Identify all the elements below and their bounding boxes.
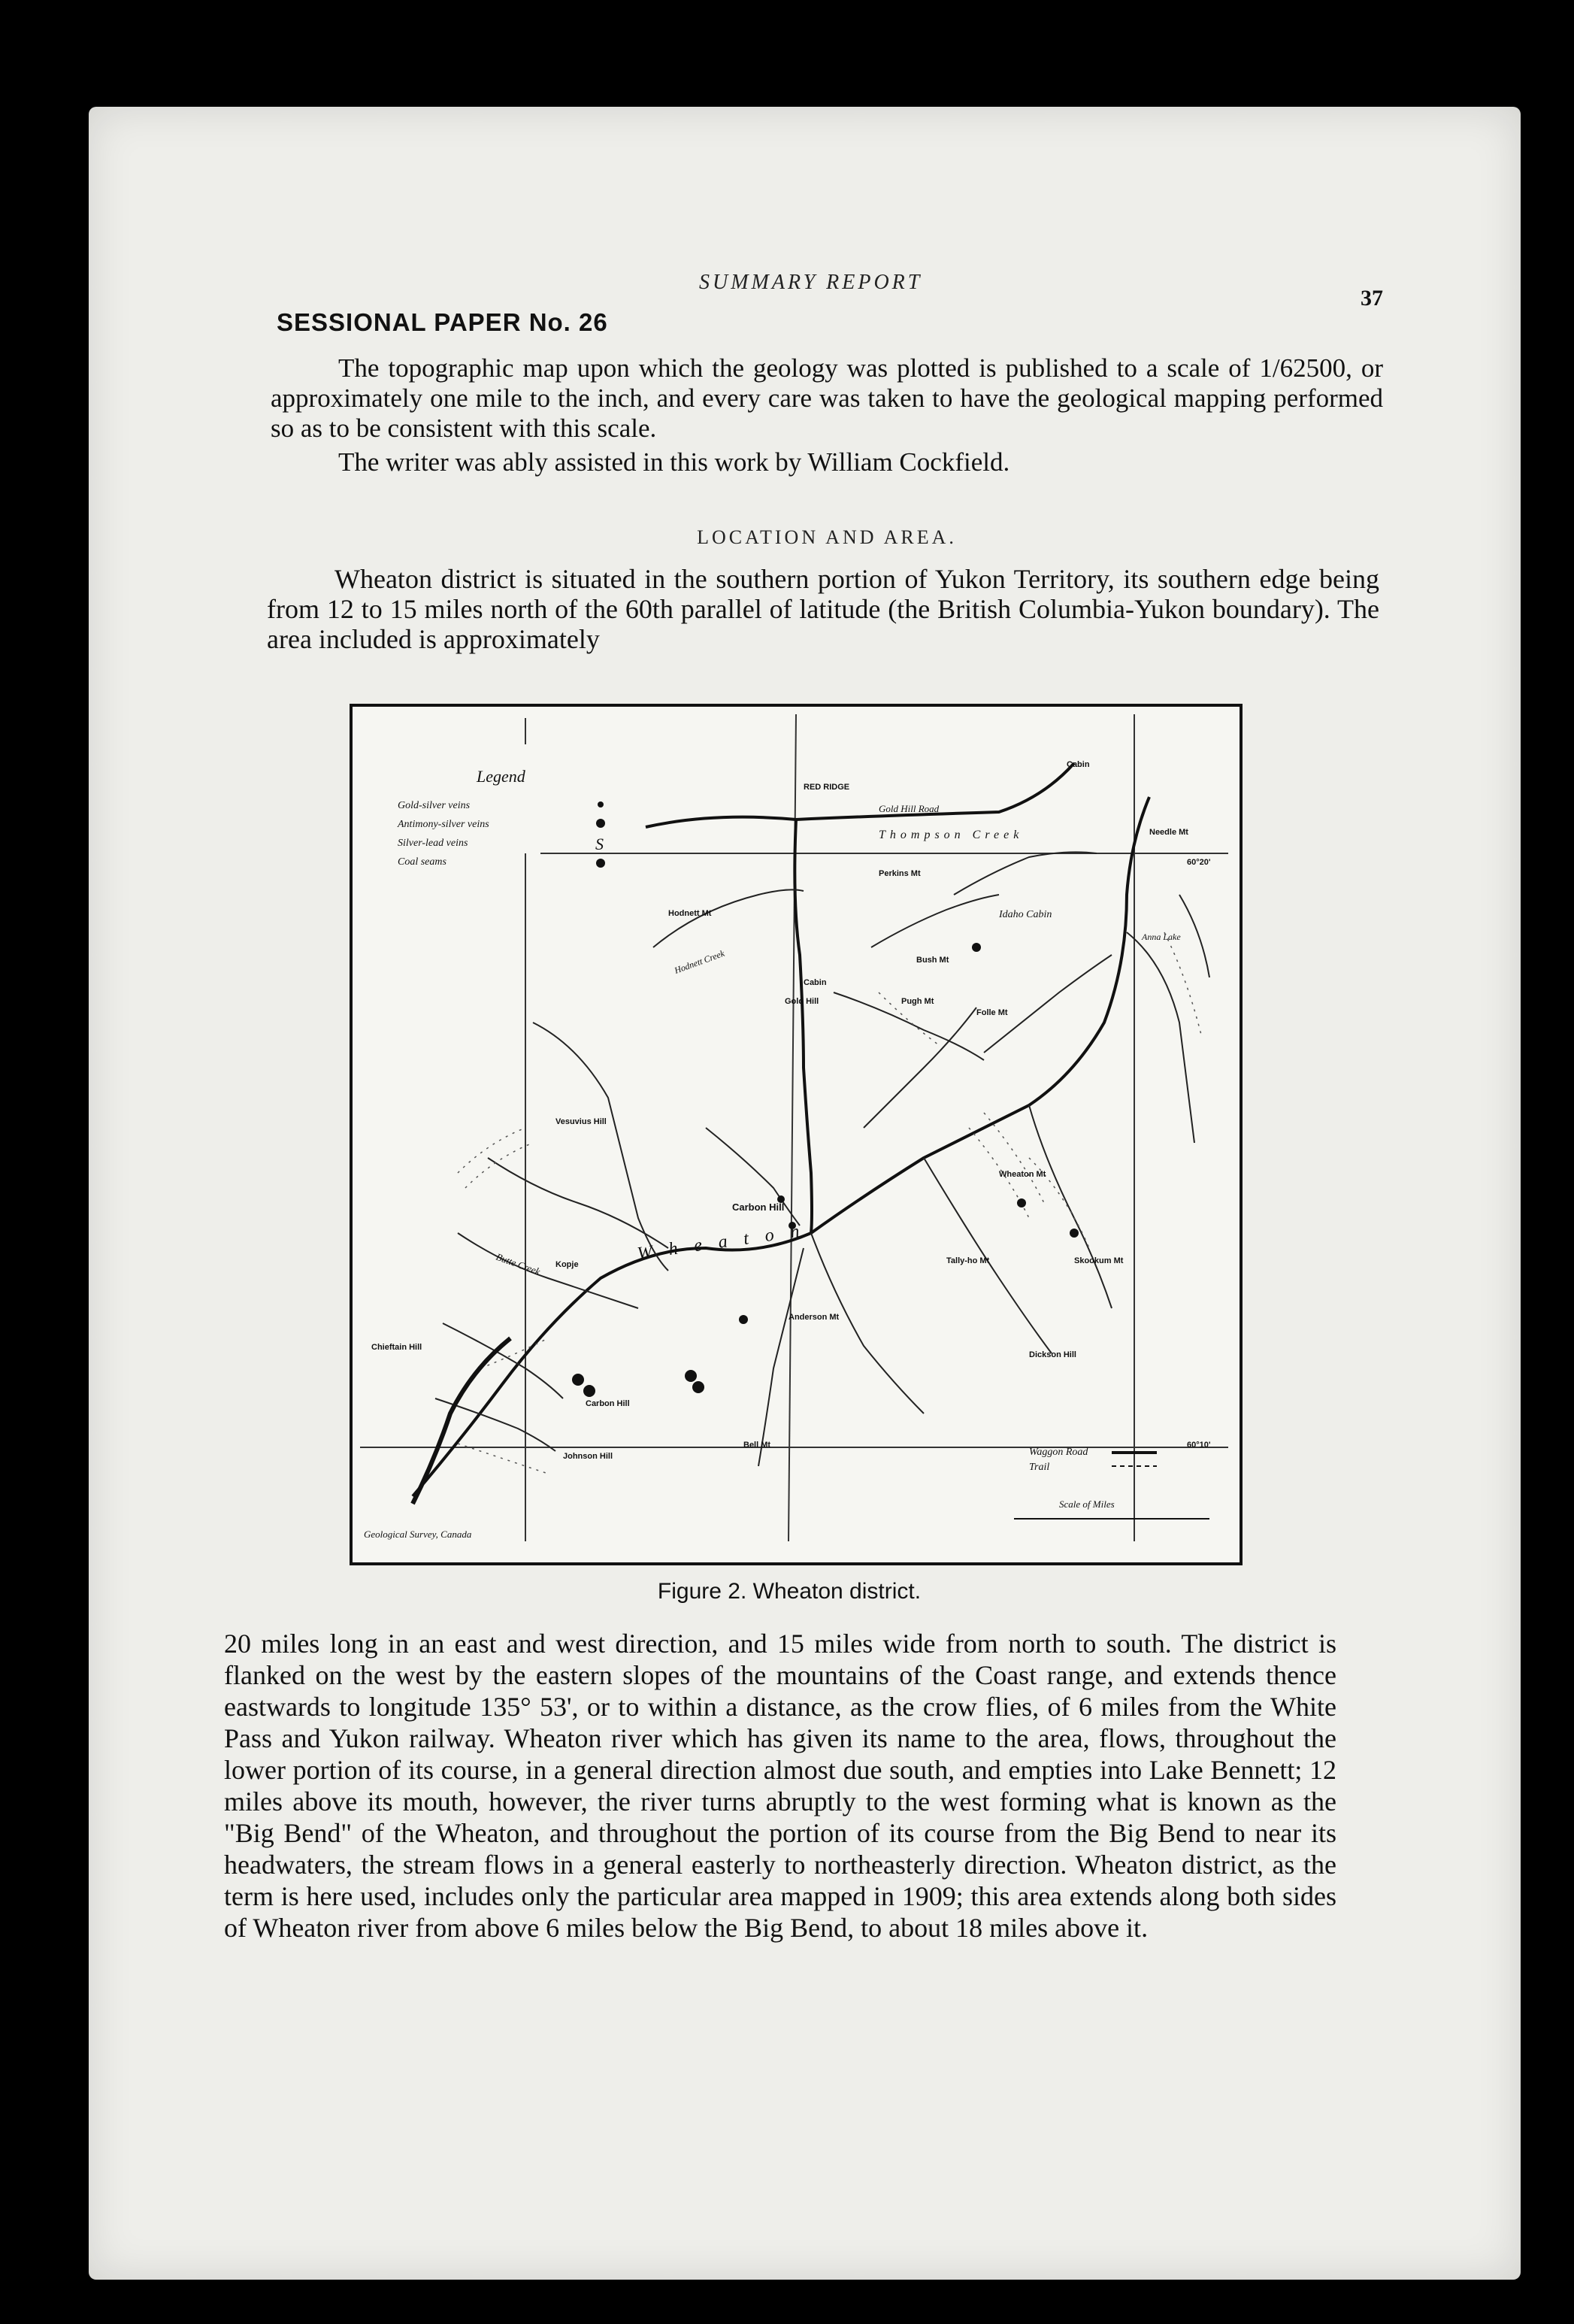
legend-symbol-gold-silver — [598, 801, 604, 807]
label-hodnett-creek: Hodnett Creek — [673, 947, 726, 976]
body-paragraph: 20 miles long in an east and west direction, and 15 miles wide from north to south. The district is flanked on the west by the eastern slopes of the mountains of the Coast range, and extends thence eastwards to longitude 135° 53', or to within a distance, as the crow flies, of 6 miles from the White Pass and Yukon railway. Wheaton river which has given its name to the area, flows, throughout the lower portion of its course, in a general direction almost due south, and empties into Lake Bennett; 12 miles above its mouth, however, the river turns abruptly to the west forming what is known as the "Big Bend" of the Wheaton, and throughout the portion of its course from the Big Bend to near its headwaters, the stream flows in a general easterly to northeasterly direction. Wheaton district, as the term is here used, includes only the particular area mapped in 1909; this area extends along both sides of Wheaton river from above 6 miles below the Big Bend, to about 18 miles above it. — [224, 1629, 1336, 1943]
coal-seam-symbol — [972, 943, 981, 952]
wheaton-district-map — [350, 704, 1243, 1565]
label-red-ridge: RED RIDGE — [804, 783, 850, 792]
map-slopes — [458, 932, 1202, 1474]
label-johnson-hill: Johnson Hill — [563, 1452, 613, 1461]
silver-lead-symbol — [685, 1370, 697, 1382]
page-number: 37 — [1361, 286, 1383, 311]
label-wheaton-river: Wheaton — [636, 1219, 817, 1264]
label-bell-mt: Bell Mt — [743, 1441, 771, 1450]
map-rivers — [413, 763, 1149, 1496]
antimony-symbol — [1070, 1229, 1079, 1238]
map-drawing — [353, 707, 1233, 1556]
section-paragraph: Wheaton district is situated in the southern portion of Yukon Territory, its southern edge being from 12 to 15 miles north of the 60th parallel of latitude (the British Columbia-Yukon boundary). The area included is approximately — [267, 564, 1379, 654]
sessional-paper-label: SESSIONAL PAPER No. 26 — [277, 308, 608, 336]
label-lat-north: 60°20' — [1187, 858, 1211, 867]
intro-paragraph-2: The writer was ably assisted in this work by William Cockfield. — [338, 447, 1010, 477]
legend-item-silver-lead: Silver-lead veins — [398, 838, 468, 849]
label-hodnett-mt: Hodnett Mt — [668, 909, 712, 918]
label-trail: Trail — [1029, 1462, 1050, 1473]
antimony-symbol — [1017, 1198, 1026, 1207]
section-heading: LOCATION AND AREA. — [697, 526, 957, 548]
legend-item-antimony-silver: Antimony-silver veins — [398, 819, 489, 830]
map-labels — [364, 760, 1211, 1540]
figure-caption: Figure 2. Wheaton district. — [657, 1579, 922, 1604]
silver-lead-symbol — [583, 1385, 595, 1397]
legend-item-gold-silver: Gold-silver veins — [398, 800, 471, 811]
label-bush-mt: Bush Mt — [916, 956, 949, 965]
map-legend — [397, 767, 605, 868]
map-streams — [435, 852, 1209, 1466]
label-wheaton-mt: Wheaton Mt — [999, 1170, 1046, 1179]
label-scale: Scale of Miles — [1059, 1498, 1115, 1510]
legend-symbol-antimony — [596, 819, 605, 828]
label-anna-lake: Anna Lake — [1142, 932, 1181, 942]
label-carbon-hill: Carbon Hill — [732, 1201, 785, 1213]
label-idaho-cabin: Idaho Cabin — [999, 909, 1052, 920]
label-skookum-mt: Skookum Mt — [1074, 1256, 1124, 1265]
label-gold-hill-road: Gold Hill Road — [879, 803, 940, 814]
label-kopje: Kopje — [555, 1260, 579, 1269]
legend-symbol-coal — [596, 859, 605, 868]
label-cabin-top: Cabin — [1067, 760, 1090, 769]
label-thompson-creek: Thompson Creek — [879, 829, 1024, 841]
running-head: SUMMARY REPORT — [699, 271, 923, 294]
label-gold-hill: Gold Hill — [785, 997, 819, 1006]
label-carbon-hill-sw: Carbon Hill — [586, 1399, 630, 1408]
label-cabin: Cabin — [804, 978, 827, 987]
legend-symbol-silver-lead: S — [595, 835, 604, 853]
legend-title: Legend — [477, 767, 525, 786]
label-survey-credit: Geological Survey, Canada — [364, 1529, 472, 1540]
label-perkins-mt: Perkins Mt — [879, 869, 921, 878]
label-chieftain-hill: Chieftain Hill — [371, 1343, 422, 1352]
label-needle-mt: Needle Mt — [1149, 828, 1188, 837]
label-vesuvius-hill: Vesuvius Hill — [555, 1117, 607, 1126]
label-dickson-hill: Dickson Hill — [1029, 1350, 1076, 1359]
label-tally-ho-mt: Tally-ho Mt — [946, 1256, 990, 1265]
label-pugh-mt: Pugh Mt — [901, 997, 934, 1006]
silver-lead-symbol — [572, 1374, 584, 1386]
silver-lead-symbol — [692, 1381, 704, 1393]
intro-paragraph-1: The topographic map upon which the geology was plotted is published to a scale of 1/62500, or approximately one mile to the inch, and every care was taken to have the geological mapping performed so as to be consistent with this scale. — [271, 353, 1383, 443]
label-waggon-road: Waggon Road — [1029, 1447, 1088, 1458]
gold-silver-symbol — [739, 1315, 748, 1324]
legend-item-coal: Coal seams — [398, 856, 446, 868]
label-anderson-mt: Anderson Mt — [789, 1313, 840, 1322]
label-folle-mt: Folle Mt — [976, 1008, 1008, 1017]
label-lat-south: 60°10' — [1187, 1441, 1211, 1450]
label-butte-creek: Butte Creek — [494, 1250, 542, 1277]
